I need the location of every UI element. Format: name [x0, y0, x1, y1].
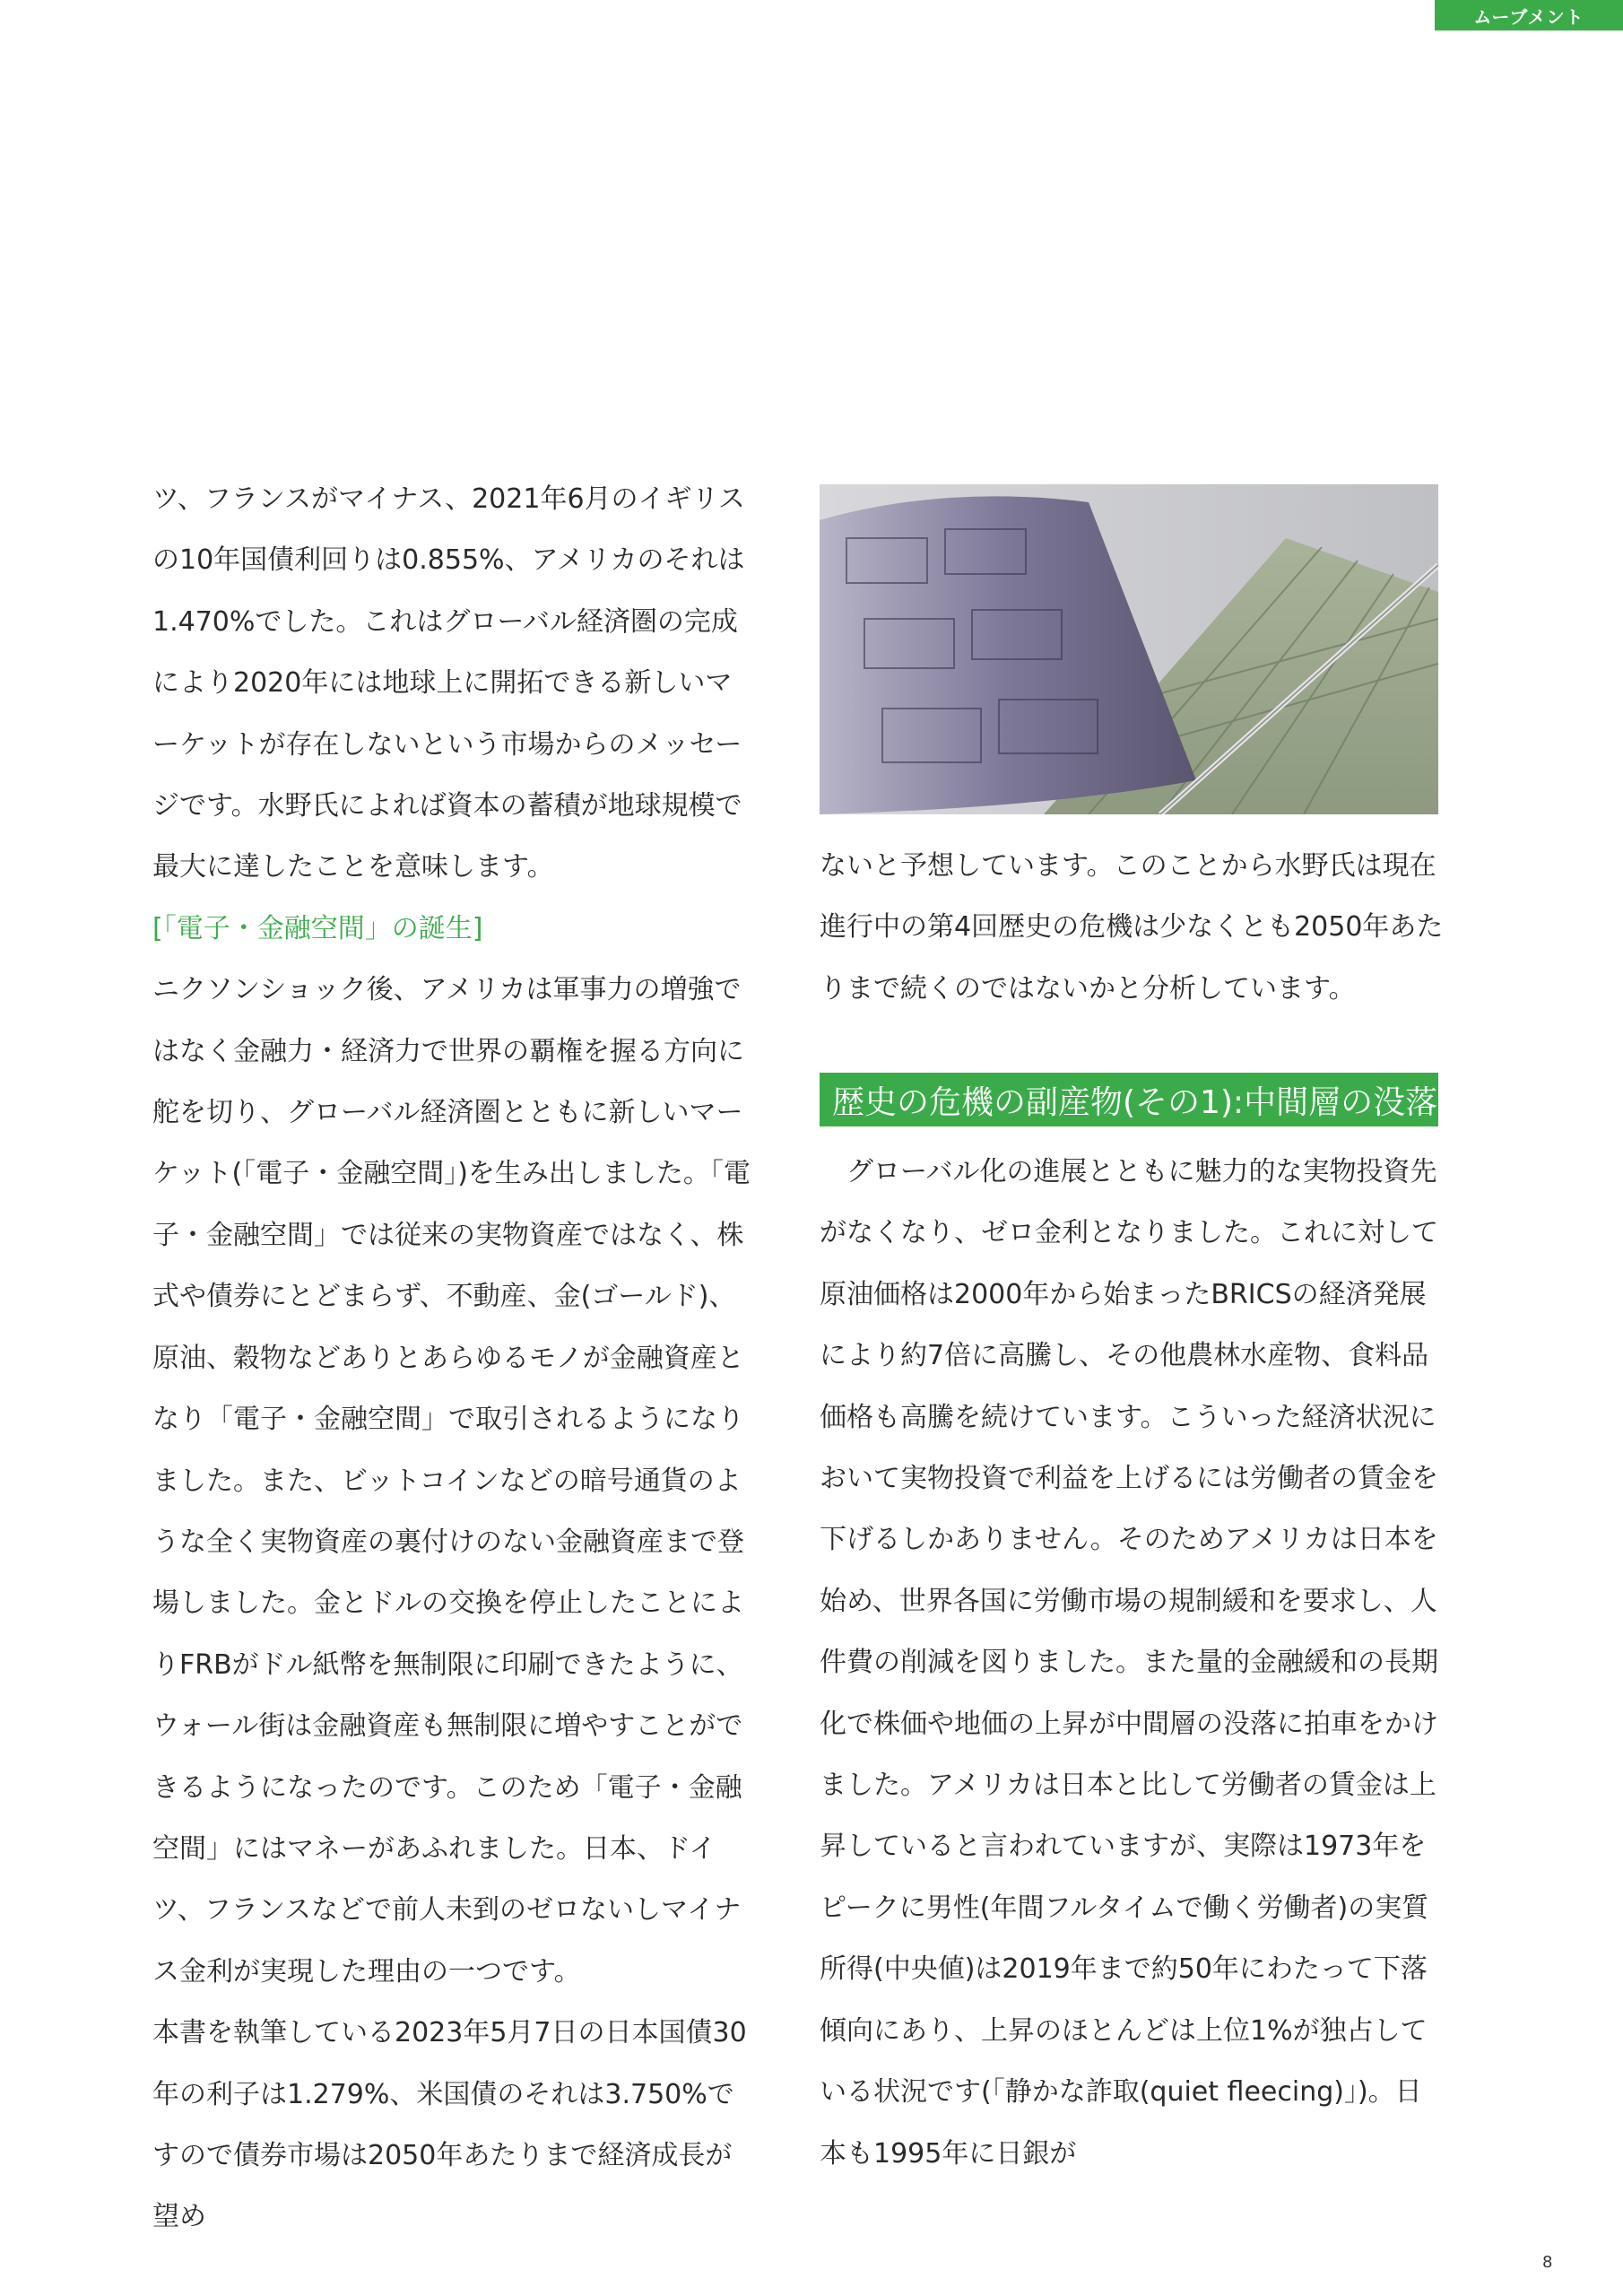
body-paragraph: ないと予想しています。このことから水野氏は現在進行中の第4回歴史の危機は少なくとも2050年あたりまで続くのではないかと分析しています。	[820, 850, 1444, 1004]
page-number: 8	[1542, 2253, 1553, 2272]
body-paragraph: グローバル化の進展とともに魅力的な実物投資先がなくなり、ゼロ金利となりました。これに対して原油価格は2000年から始まったBRICSの経済発展により約7倍に高騰し、その他農林水産物、食料品価格も高騰を続けています。こういった経済状況において実物投資で利益を上げるには労働者の賃金を下げるしかありません。そのためアメリカは日本を始め、世界各国に労働市場の規制緩和を要求し、人件費の削減を図りました。また量的金融緩和の長期化で株価や地価の上昇が中間層の没落に拍車をかけました。アメリカは日本と比して労働者の賃金は上昇していると言われていますが、実際は1973年をピークに男性(年間フルタイムで働く労働者)の実質所得(中央値)は2019年まで約50年にわたって下落傾向にあり、上昇のほとんどは上位1%が独占している状況です(「静かな詐取(quiet fleecing)」)。日本も1995年に日銀が	[820, 1156, 1438, 2170]
money-printing-photo	[820, 484, 1438, 814]
money-printing-illustration	[820, 484, 1438, 814]
section-subheading: [「電子・金融空間」の誕生]	[152, 912, 483, 944]
body-paragraph: ニクソンショック後、アメリカは軍事力の増強ではなく金融力・経済力で世界の覇権を握る方向に舵を切り、グローバル経済圏とともに新しいマーケット(「電子・金融空間」)を生み出しました。「電子・金融空間」では従来の実物資産ではなく、株式や債券にとどまらず、不動産、金(ゴールド)、原油、穀物などありとあらゆるモノが金融資産となり「電子・金融空間」で取引されるようになりました。また、ビットコインなどの暗号通貨のような全く実物資産の裏付けのない金融資産まで登場しました。金とドルの交換を停止したことによりFRBがドル紙幣を無制限に印刷できたように、ウォール街は金融資産も無制限に増やすことができるようになったのです。このため「電子・金融空間」にはマネーがあふれました。日本、ドイツ、フランスなどで前人未到のゼロないしマイナス金利が実現した理由の一つです。	[152, 974, 751, 1987]
section-heading: 歴史の危機の副産物(その1):中間層の没落	[820, 1073, 1438, 1126]
right-column-bottom	[820, 1142, 1447, 2185]
section-tag: ムーブメント	[1435, 0, 1623, 30]
body-paragraph: 本書を執筆している2023年5月7日の日本国債30年の利子は1.279%、米国債のそれは3.750%ですので債券市場は2050年あたりまで経済成長が望め	[152, 2017, 747, 2233]
body-paragraph: ツ、フランスがマイナス、2021年6月のイギリスの10年国債利回りは0.855%、アメリカのそれは1.470%でした。これはグローバル経済圏の完成により2020年には地球上に開拓できる新しいマーケットが存在しないという市場からのメッセージです。水野氏によれば資本の蓄積が地球規模で最大に達したことを意味します。	[152, 483, 745, 883]
right-column-top	[820, 836, 1447, 1020]
left-column	[152, 469, 753, 2248]
